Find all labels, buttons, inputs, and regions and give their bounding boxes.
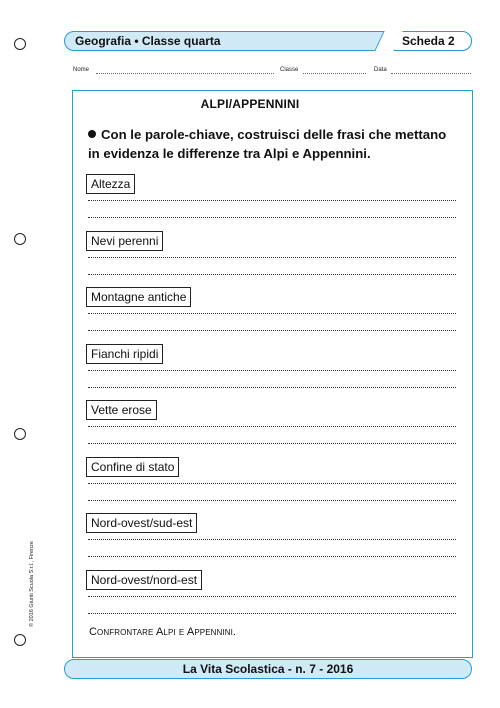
keyword-box: Nord-ovest/nord-est [86, 570, 202, 590]
answer-line[interactable] [88, 443, 456, 444]
answer-line[interactable] [88, 330, 456, 331]
answer-line[interactable] [88, 500, 456, 501]
answer-line[interactable] [88, 313, 456, 314]
date-field[interactable] [391, 73, 471, 74]
sheet-number: Scheda 2 [402, 34, 455, 48]
answer-line[interactable] [88, 613, 456, 614]
binder-hole-lower [14, 428, 26, 440]
sheet-tab [387, 31, 472, 51]
binder-hole-bottom [14, 634, 26, 646]
binder-hole-upper [14, 233, 26, 245]
answer-line[interactable] [88, 426, 456, 427]
answer-line[interactable] [88, 596, 456, 597]
answer-line[interactable] [88, 556, 456, 557]
answer-line[interactable] [88, 200, 456, 201]
name-label: Nome [73, 67, 90, 73]
name-field[interactable] [96, 73, 274, 74]
copyright-notice: © 2016 Giunti Scuola S.r.l., Firenze [29, 541, 35, 627]
keyword-box: Confine di stato [86, 457, 179, 477]
keyword-box: Fianchi ripidi [86, 344, 163, 364]
keyword-box: Montagne antiche [86, 287, 191, 307]
answer-line[interactable] [88, 370, 456, 371]
answer-line[interactable] [88, 387, 456, 388]
class-label: Classe [280, 67, 299, 73]
class-field[interactable] [303, 73, 366, 74]
keyword-box: Vette erose [86, 400, 157, 420]
bullet-icon [88, 130, 96, 138]
answer-line[interactable] [88, 257, 456, 258]
task-label: Confrontare Alpi e Appennini. [89, 626, 237, 638]
answer-line[interactable] [88, 217, 456, 218]
keyword-box: Nord-ovest/sud-est [86, 513, 197, 533]
answer-line[interactable] [88, 274, 456, 275]
keyword-box: Nevi perenni [86, 231, 163, 251]
footer-bar: La Vita Scolastica - n. 7 - 2016 [64, 659, 472, 679]
header-bar [64, 31, 472, 51]
instruction-label: Con le parole-chiave, costruisci delle frasi che mettano in evidenza le differenze tra Alpi e Appennini. [88, 127, 447, 161]
subject-label: Geografia • Classe quarta [75, 34, 221, 48]
keyword-box: Altezza [86, 174, 135, 194]
date-label: Data [374, 67, 387, 73]
binder-hole-top [14, 38, 26, 50]
instruction-text [88, 125, 460, 163]
answer-line[interactable] [88, 539, 456, 540]
worksheet-title: ALPI/APPENNINI [200, 97, 300, 111]
answer-line[interactable] [88, 483, 456, 484]
